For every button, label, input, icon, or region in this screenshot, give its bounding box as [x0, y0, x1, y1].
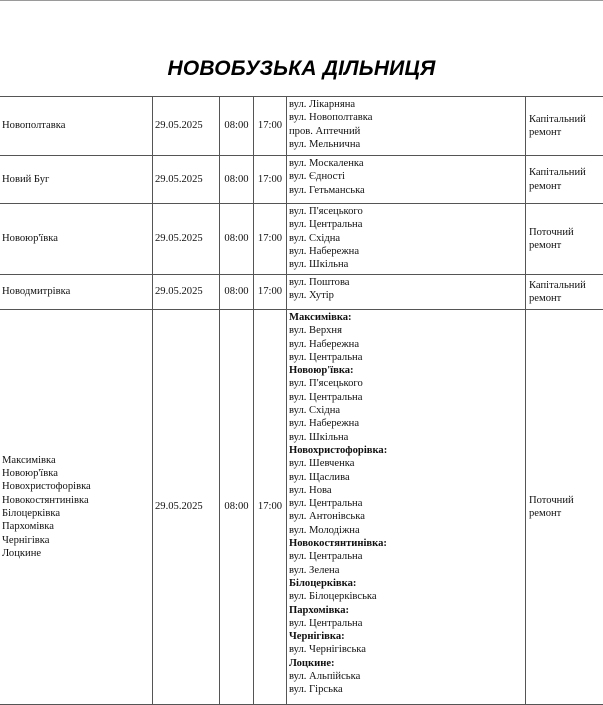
work-type-cell: Поточний ремонт — [526, 204, 603, 275]
street-name: вул. Зелена — [289, 564, 523, 577]
street-name: вул. Гетьманська — [289, 184, 523, 197]
street-name: вул. Чернігівська — [289, 643, 523, 656]
street-name: вул. Набережна — [289, 245, 523, 258]
street-name: пров. Аптечний — [289, 125, 523, 138]
top-border-line — [0, 0, 603, 1]
streets-cell — [287, 204, 526, 275]
settlement-cell — [0, 204, 153, 275]
table-row — [0, 275, 603, 310]
settlement-name: Новоюр'ївка — [2, 232, 150, 245]
start-time-cell: 08:00 — [220, 275, 254, 310]
street-name: вул. Центральна — [289, 351, 523, 364]
street-name: вул. Шевченка — [289, 457, 523, 470]
settlement-heading: Пархомівка: — [289, 604, 523, 617]
settlement-name: Новокостянтинівка — [2, 494, 150, 507]
date-cell: 29.05.2025 — [153, 204, 220, 275]
start-time-cell: 08:00 — [220, 204, 254, 275]
work-type-cell: Капітальний ремонт — [526, 275, 603, 310]
street-name: вул. Набережна — [289, 417, 523, 430]
street-name: вул. Москаленка — [289, 157, 523, 170]
start-time-cell: 08:00 — [220, 97, 254, 156]
start-time-cell: 08:00 — [220, 310, 254, 705]
street-name: вул. Центральна — [289, 617, 523, 630]
street-name: вул. Центральна — [289, 550, 523, 563]
street-name: вул. Нова — [289, 484, 523, 497]
outage-schedule-table — [0, 96, 603, 705]
settlement-heading: Новоюр'ївка: — [289, 364, 523, 377]
date-cell: 29.05.2025 — [153, 156, 220, 204]
street-name: вул. Новополтавка — [289, 111, 523, 124]
settlement-name: Максимівка — [2, 454, 150, 467]
work-type-cell: Капітальний ремонт — [526, 156, 603, 204]
settlement-heading: Лоцкине: — [289, 657, 523, 670]
settlement-heading: Максимівка: — [289, 311, 523, 324]
settlement-name: Лоцкине — [2, 547, 150, 560]
start-time-cell: 08:00 — [220, 156, 254, 204]
street-name: вул. Хутір — [289, 289, 523, 302]
date-cell: 29.05.2025 — [153, 275, 220, 310]
end-time-cell: 17:00 — [254, 156, 287, 204]
street-name: вул. Єдності — [289, 170, 523, 183]
street-name: вул. Шкільна — [289, 431, 523, 444]
street-name: вул. Східна — [289, 232, 523, 245]
street-name: вул. Щаслива — [289, 471, 523, 484]
settlement-heading: Чернігівка: — [289, 630, 523, 643]
street-name: вул. Альпійська — [289, 670, 523, 683]
settlement-name: Білоцерківка — [2, 507, 150, 520]
table-row — [0, 204, 603, 275]
street-name: вул. Шкільна — [289, 258, 523, 271]
work-type-cell: Поточний ремонт — [526, 310, 603, 705]
street-name: вул. Східна — [289, 404, 523, 417]
date-cell: 29.05.2025 — [153, 310, 220, 705]
street-name: вул. Верхня — [289, 324, 523, 337]
end-time-cell: 17:00 — [254, 204, 287, 275]
table-body — [0, 97, 603, 705]
street-name: вул. Молодіжна — [289, 524, 523, 537]
settlement-cell — [0, 310, 153, 705]
end-time-cell: 17:00 — [254, 275, 287, 310]
settlement-heading: Білоцерківка: — [289, 577, 523, 590]
settlement-name: Новоюр'ївка — [2, 467, 150, 480]
settlement-name: Новохристофорівка — [2, 480, 150, 493]
street-name: вул. Центральна — [289, 497, 523, 510]
street-name: вул. Лікарняна — [289, 98, 523, 111]
settlement-name: Чернігівка — [2, 534, 150, 547]
table-row — [0, 97, 603, 156]
settlement-name: Новополтавка — [2, 119, 150, 132]
streets-cell — [287, 97, 526, 156]
settlement-name: Пархомівка — [2, 520, 150, 533]
end-time-cell: 17:00 — [254, 97, 287, 156]
date-cell: 29.05.2025 — [153, 97, 220, 156]
settlement-heading: Новокостянтинівка: — [289, 537, 523, 550]
table-row — [0, 156, 603, 204]
street-name: вул. Набережна — [289, 338, 523, 351]
street-name: вул. Гірська — [289, 683, 523, 696]
streets-cell — [287, 156, 526, 204]
street-name: вул. Антонівська — [289, 510, 523, 523]
street-name: вул. Білоцерківська — [289, 590, 523, 603]
street-name: вул. Мельнична — [289, 138, 523, 151]
street-name: вул. Центральна — [289, 391, 523, 404]
street-name: вул. Центральна — [289, 218, 523, 231]
settlement-name: Новодмитрівка — [2, 285, 150, 298]
settlement-cell — [0, 156, 153, 204]
street-name: вул. П'ясецького — [289, 205, 523, 218]
page-title: НОВОБУЗЬКА ДІЛЬНИЦЯ — [0, 57, 603, 81]
street-name: вул. Поштова — [289, 276, 523, 289]
street-name: вул. П'ясецького — [289, 377, 523, 390]
end-time-cell: 17:00 — [254, 310, 287, 705]
settlement-heading: Новохристофорівка: — [289, 444, 523, 457]
streets-cell — [287, 310, 526, 705]
streets-cell — [287, 275, 526, 310]
table-row — [0, 310, 603, 705]
settlement-cell — [0, 275, 153, 310]
settlement-cell — [0, 97, 153, 156]
settlement-name: Новий Буг — [2, 173, 150, 186]
work-type-cell: Капітальний ремонт — [526, 97, 603, 156]
